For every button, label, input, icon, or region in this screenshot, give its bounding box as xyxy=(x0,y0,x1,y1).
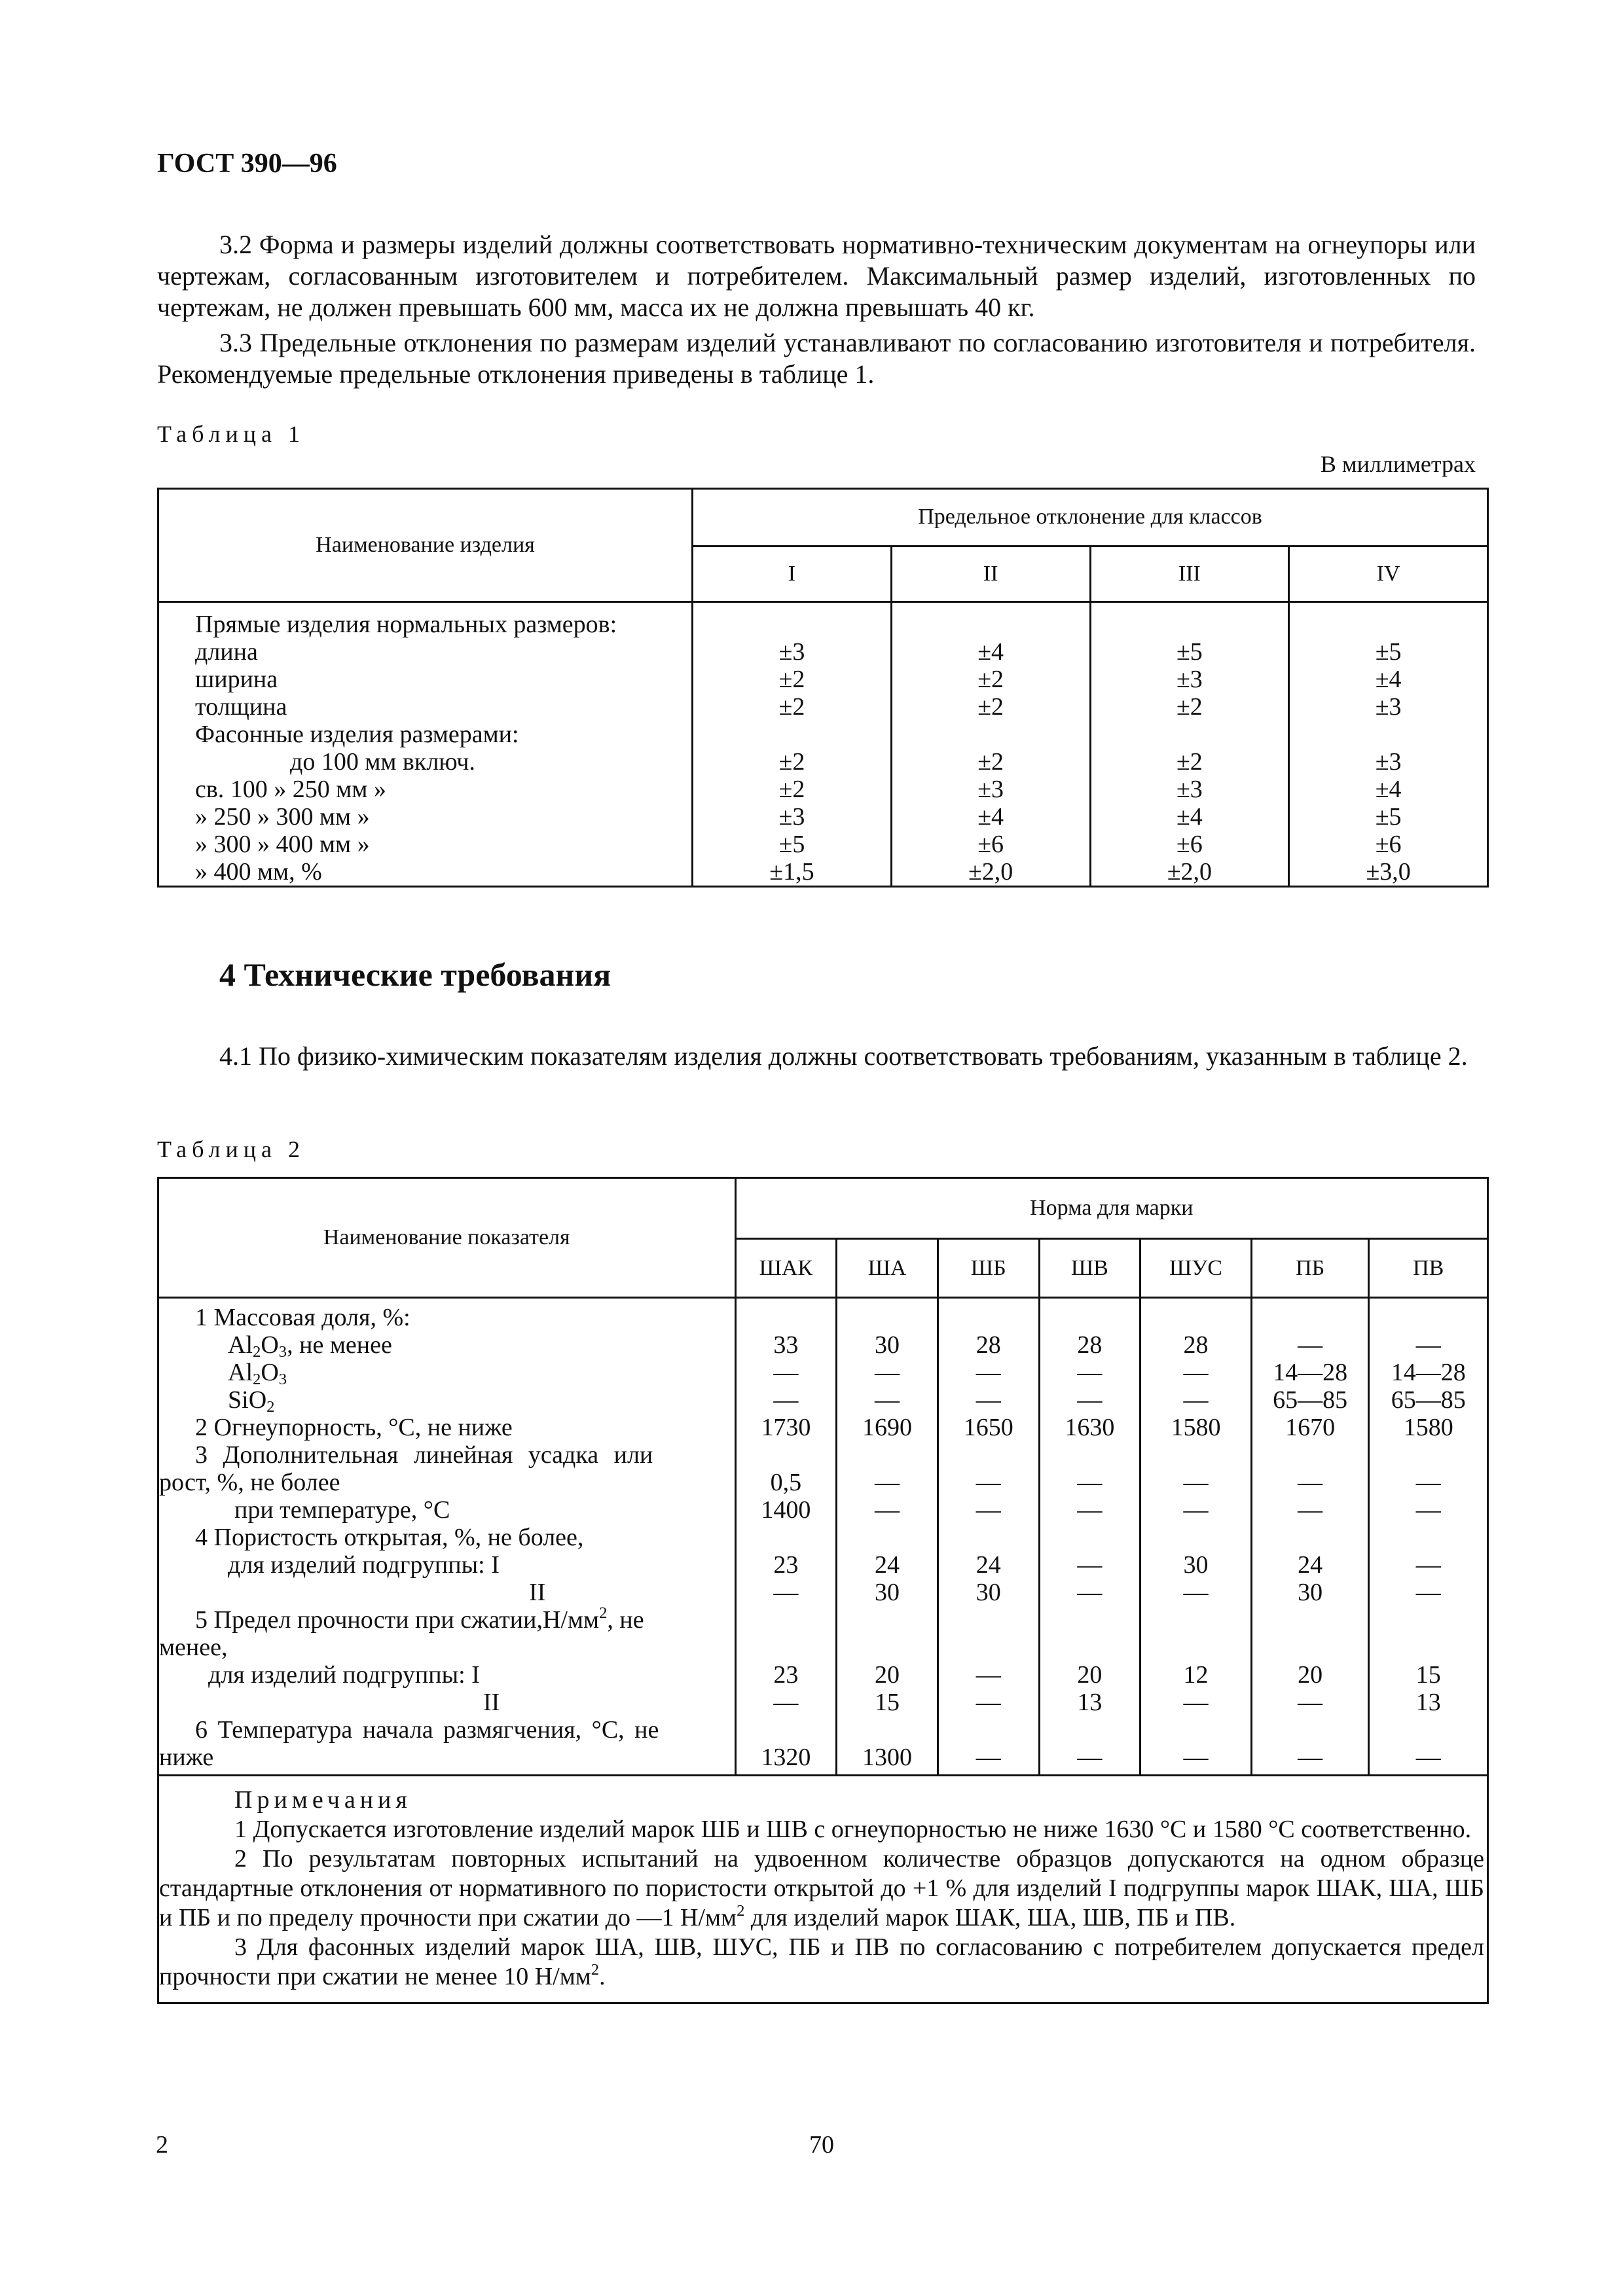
page-number-left: 2 xyxy=(156,2131,168,2159)
table1-class-header: II xyxy=(891,546,1090,601)
table2-value: 1580 xyxy=(1171,1414,1221,1441)
table2-grade-header: ШБ xyxy=(938,1239,1039,1298)
table2-value: — xyxy=(1298,1689,1323,1716)
paragraph-3-2: 3.2 Форма и размеры изделий должны соответствовать нормативно-техническим документам на огнеупоры или чертежам, согласованным изготовителем и потребителем. Максимальный размер изделий, изготовленных по чертежам, не должен превышать 600 мм, масса их не должна превышать 40 кг. xyxy=(157,230,1476,322)
table1-value: ±3 xyxy=(1176,666,1203,693)
table1-value: ±4 xyxy=(977,803,1004,831)
table2-value: — xyxy=(1415,1579,1441,1606)
table1-value xyxy=(1290,611,1487,638)
table2-row-name: рост, %, не более xyxy=(159,1469,340,1496)
table2-grade-header: ШВ xyxy=(1039,1239,1140,1298)
table1-value: ±2,0 xyxy=(1167,858,1213,886)
table2-value xyxy=(939,1441,1038,1469)
table2-value: — xyxy=(1415,1744,1441,1771)
table1-value xyxy=(693,721,890,748)
table1-row-name: » 300 » 400 мм » xyxy=(195,831,370,858)
table-2 xyxy=(157,1177,1489,2004)
table1-row-name: св. 100 » 250 мм » xyxy=(195,776,386,803)
table1-class-header: IV xyxy=(1289,546,1488,601)
table2-value xyxy=(737,1524,836,1551)
table1-row-name: » 250 » 300 мм » xyxy=(195,803,370,831)
table2-value xyxy=(1252,1634,1368,1661)
table2-value xyxy=(837,1634,937,1661)
table2-header-group: Норма для марки xyxy=(735,1178,1488,1239)
table2-value xyxy=(1370,1606,1487,1634)
table1-value: ±5 xyxy=(1375,638,1402,666)
table1-value: ±5 xyxy=(1176,638,1203,666)
table2-value: 30 xyxy=(875,1579,900,1606)
table1-row-name: до 100 мм включ. xyxy=(290,748,475,776)
table1-value xyxy=(1091,611,1288,638)
table2-value xyxy=(737,1304,836,1331)
table1-value xyxy=(693,611,890,638)
table-1 xyxy=(157,488,1489,888)
table2-row-name: ниже xyxy=(159,1744,214,1771)
table2-grade-header: ПБ xyxy=(1251,1239,1369,1298)
table2-row-name: для изделий подгруппы: I xyxy=(228,1551,500,1579)
table2-value: 30 xyxy=(1183,1551,1209,1579)
table2-row-name: 1 Массовая доля, %: xyxy=(195,1304,410,1331)
table2-value: 14—28 xyxy=(1391,1359,1466,1386)
table2-row-name: 4 Пористость открытая, %, не более, xyxy=(195,1524,584,1551)
table2-row-name: для изделий подгруппы: I xyxy=(208,1661,480,1689)
note-1: 1 Допускается изготовление изделий марок ШБ и ШВ с огнеупорностью не ниже 1630 °С и 1580 °С соответственно. xyxy=(234,1816,1472,1843)
table2-value: — xyxy=(773,1386,799,1414)
table2-value: — xyxy=(1077,1496,1103,1524)
paragraph-3-3: 3.3 Предельные отклонения по размерам изделий устанавливают по согласованию изготовителя и потребителя. Рекомендуемые предельные отклонения приведены в таблице 1. xyxy=(157,328,1476,389)
table2-value: — xyxy=(1298,1469,1323,1496)
table2-value xyxy=(1252,1716,1368,1744)
table2-row-name: SiO$_2$ xyxy=(228,1386,275,1416)
table1-class-iv-values xyxy=(1289,602,1488,887)
table1-value: ±3,0 xyxy=(1366,858,1411,886)
table2-value: — xyxy=(773,1689,799,1716)
table2-value xyxy=(1040,1441,1140,1469)
note-2: 2 По результатам повторных испытаний на удвоенном количестве образцов допускаются на одном образце стандартные отклонения от нормативного по пористости открытой до +1 % для изделий I подгруппы марок ШАК, ША, ШБ и ПБ и по пределу прочности при сжатии до —1 $Н/мм^2$ для изделий марок ШАК, ША, ШВ, ПБ и ПВ. xyxy=(159,1845,1484,1931)
table2-row-name: 5 Предел прочности при $сжатии,Н/мм^2$, не xyxy=(195,1604,644,1634)
table2-value: 28 xyxy=(976,1331,1001,1359)
table1-value: ±6 xyxy=(1176,831,1203,858)
table2-grade-values xyxy=(938,1298,1039,1776)
table2-row-name: 3 Дополнительная линейная усадка или xyxy=(195,1441,653,1469)
table2-grade-values xyxy=(1140,1298,1252,1776)
table1-value: ±1,5 xyxy=(769,858,814,886)
table2-value: — xyxy=(1183,1496,1209,1524)
table2-value xyxy=(1141,1441,1250,1469)
table2-row-name: $Al_2O_3$, не менее xyxy=(228,1331,392,1361)
table1-value: ±3 xyxy=(778,638,805,666)
table2-value: — xyxy=(1077,1579,1103,1606)
table2-caption: Таблица 2 xyxy=(157,1136,305,1162)
table1-header-group: Предельное отклонение для классов xyxy=(693,489,1488,547)
table1-value: ±3 xyxy=(778,803,805,831)
table2-value: 15 xyxy=(875,1689,900,1716)
table2-header-name: Наименование показателя xyxy=(158,1178,736,1298)
table2-value xyxy=(737,1606,836,1634)
table2-value: — xyxy=(1183,1579,1209,1606)
table2-grade-values xyxy=(1039,1298,1140,1776)
table2-value xyxy=(737,1716,836,1744)
table1-value xyxy=(892,611,1089,638)
table2-value: — xyxy=(1415,1551,1441,1579)
table2-value: 24 xyxy=(976,1551,1001,1579)
table1-value: ±2 xyxy=(977,693,1004,721)
table2-value: 14—28 xyxy=(1273,1359,1348,1386)
table1-header-name: Наименование изделия xyxy=(158,489,693,602)
table2-value: — xyxy=(875,1386,900,1414)
table2-value: — xyxy=(773,1579,799,1606)
table2-value: 23 xyxy=(773,1661,799,1689)
table2-grade-values xyxy=(1251,1298,1369,1776)
table1-row-name: ширина xyxy=(195,666,278,693)
table2-value: 24 xyxy=(875,1551,900,1579)
table2-value xyxy=(837,1524,937,1551)
table1-value: ±2 xyxy=(778,666,805,693)
table2-value: 23 xyxy=(773,1551,799,1579)
note-3: 3 Для фасонных изделий марок ША, ШВ, ШУС, ПБ и ПВ по согласованию с потребителем допускается предел прочности при сжатии не менее 10 $Н/мм^2$. xyxy=(159,1933,1484,1990)
table2-value: — xyxy=(1415,1496,1441,1524)
table2-value: 30 xyxy=(1298,1579,1323,1606)
table2-value: — xyxy=(976,1661,1001,1689)
table2-value xyxy=(939,1716,1038,1744)
table1-value xyxy=(1091,721,1288,748)
table2-value xyxy=(1040,1716,1140,1744)
table2-value xyxy=(1141,1716,1250,1744)
table2-value xyxy=(1141,1634,1250,1661)
table1-row-name: » 400 мм, % xyxy=(195,858,322,886)
table2-names-cell xyxy=(158,1298,736,1776)
table1-value: ±3 xyxy=(1176,776,1203,803)
table2-value: 1400 xyxy=(761,1496,811,1524)
table2-row-name: 2 Огнеупорность, °С, не ниже xyxy=(195,1414,513,1441)
table2-value: 28 xyxy=(1077,1331,1103,1359)
table1-value: ±4 xyxy=(1176,803,1203,831)
table2-value xyxy=(1252,1524,1368,1551)
table1-class-ii-values xyxy=(891,602,1090,887)
table1-names-cell xyxy=(158,602,693,887)
table1-value: ±2 xyxy=(1176,693,1203,721)
table2-value: 20 xyxy=(1077,1661,1103,1689)
table2-value: — xyxy=(1298,1331,1323,1359)
table2-grade-header: ШУС xyxy=(1140,1239,1252,1298)
table2-grade-values xyxy=(837,1298,938,1776)
table2-grade-header: ШАК xyxy=(735,1239,837,1298)
table2-value xyxy=(1370,1634,1487,1661)
table2-value: 1670 xyxy=(1285,1414,1336,1441)
table1-value: ±3 xyxy=(977,776,1004,803)
table2-value xyxy=(1252,1606,1368,1634)
document-header: ГОСТ 390—96 xyxy=(157,149,337,179)
table1-value: ±2 xyxy=(977,748,1004,776)
table1-value: ±2 xyxy=(778,748,805,776)
table2-value: 1730 xyxy=(761,1414,811,1441)
table2-value: — xyxy=(1077,1744,1103,1771)
table2-row-name: при температуре, °С xyxy=(234,1496,450,1524)
table2-value: — xyxy=(1183,1359,1209,1386)
table2-value xyxy=(737,1441,836,1469)
table2-value xyxy=(939,1304,1038,1331)
table2-value: 30 xyxy=(875,1331,900,1359)
table1-row-name: толщина xyxy=(195,693,287,721)
table2-value: 20 xyxy=(875,1661,900,1689)
table2-value: — xyxy=(1183,1689,1209,1716)
table1-value: ±2,0 xyxy=(968,858,1013,886)
table1-value: ±4 xyxy=(977,638,1004,666)
table1-row-name: Фасонные изделия размерами: xyxy=(195,721,519,748)
table2-grade-header: ША xyxy=(837,1239,938,1298)
table2-row-name: менее, xyxy=(159,1634,228,1661)
table2-value xyxy=(1370,1441,1487,1469)
table2-value: — xyxy=(875,1496,900,1524)
table2-value xyxy=(1141,1304,1250,1331)
table2-value: 1630 xyxy=(1065,1414,1115,1441)
table2-value: 1320 xyxy=(761,1744,811,1771)
table2-row-name: 6 Температура начала размягчения, °С, не xyxy=(195,1716,659,1744)
table2-value: 65—85 xyxy=(1391,1386,1466,1414)
table2-row-name: II xyxy=(483,1689,500,1716)
table1-value: ±6 xyxy=(977,831,1004,858)
table2-value xyxy=(1040,1524,1140,1551)
table2-value: — xyxy=(976,1386,1001,1414)
table2-value: 13 xyxy=(1415,1689,1441,1716)
table2-value: 1580 xyxy=(1403,1414,1453,1441)
table1-value: ±2 xyxy=(778,693,805,721)
notes-title: Примечания xyxy=(234,1786,412,1814)
table2-value: — xyxy=(976,1469,1001,1496)
table1-class-i-values xyxy=(693,602,892,887)
table2-value: 0,5 xyxy=(770,1469,802,1496)
paragraph-4-1: 4.1 По физико-химическим показателям изделия должны соответствовать требованиям, указанным в таблице 2. xyxy=(219,1041,1468,1071)
table2-value xyxy=(939,1634,1038,1661)
table2-value: — xyxy=(976,1359,1001,1386)
table2-value: — xyxy=(1077,1551,1103,1579)
table2-value: — xyxy=(773,1359,799,1386)
table2-value xyxy=(1141,1524,1250,1551)
table2-row-name: $Al_2O_3$ xyxy=(228,1359,287,1389)
table2-value: 1690 xyxy=(862,1414,913,1441)
table2-value xyxy=(1370,1524,1487,1551)
section-4-title: 4 Технические требования xyxy=(219,956,611,993)
table2-value xyxy=(939,1606,1038,1634)
table2-value xyxy=(1141,1606,1250,1634)
table2-value: — xyxy=(875,1469,900,1496)
table2-value: 13 xyxy=(1077,1689,1103,1716)
table2-value: — xyxy=(1183,1469,1209,1496)
table1-value: ±3 xyxy=(1375,693,1402,721)
table2-value: 1300 xyxy=(862,1744,913,1771)
table1-value: ±2 xyxy=(977,666,1004,693)
table2-value: — xyxy=(1298,1496,1323,1524)
table2-value xyxy=(1370,1716,1487,1744)
table1-class-iii-values xyxy=(1090,602,1289,887)
table2-value: — xyxy=(1298,1744,1323,1771)
table2-value: 65—85 xyxy=(1273,1386,1348,1414)
table2-value: 28 xyxy=(1183,1331,1209,1359)
table2-value: — xyxy=(1183,1386,1209,1414)
page-number-center: 70 xyxy=(809,2131,834,2159)
table2-value xyxy=(1040,1304,1140,1331)
table2-value: 33 xyxy=(773,1331,799,1359)
table2-value xyxy=(1040,1606,1140,1634)
table2-value xyxy=(737,1634,836,1661)
table2-value: 15 xyxy=(1415,1661,1441,1689)
table1-caption: Таблица 1 xyxy=(157,421,305,447)
table1-value: ±2 xyxy=(1176,748,1203,776)
table2-value: — xyxy=(1077,1386,1103,1414)
table2-grade-values xyxy=(735,1298,837,1776)
table2-value: — xyxy=(1183,1744,1209,1771)
table2-value: — xyxy=(976,1496,1001,1524)
table1-value: ±2 xyxy=(778,776,805,803)
table2-row-name: II xyxy=(529,1579,546,1606)
table1-class-header: I xyxy=(693,546,892,601)
table1-value: ±3 xyxy=(1375,748,1402,776)
table2-grade-header: ПВ xyxy=(1369,1239,1488,1298)
table2-value: 24 xyxy=(1298,1551,1323,1579)
table1-row-name: Прямые изделия нормальных размеров: xyxy=(195,611,617,638)
table2-value: — xyxy=(1077,1469,1103,1496)
table2-value xyxy=(837,1606,937,1634)
table2-value: 1650 xyxy=(963,1414,1013,1441)
table1-value xyxy=(1290,721,1487,748)
table2-grade-values xyxy=(1369,1298,1488,1776)
table1-row-name: длина xyxy=(195,638,258,666)
table1-class-header: III xyxy=(1090,546,1289,601)
table1-value: ±4 xyxy=(1375,666,1402,693)
table2-value: — xyxy=(1077,1359,1103,1386)
table2-value xyxy=(837,1441,937,1469)
table2-value xyxy=(939,1524,1038,1551)
table2-value xyxy=(1252,1441,1368,1469)
table2-value: 12 xyxy=(1183,1661,1209,1689)
table2-value: 20 xyxy=(1298,1661,1323,1689)
table1-value: ±5 xyxy=(778,831,805,858)
table2-value xyxy=(837,1304,937,1331)
table2-value: — xyxy=(976,1689,1001,1716)
table1-value: ±6 xyxy=(1375,831,1402,858)
table1-value: ±4 xyxy=(1375,776,1402,803)
table2-notes xyxy=(158,1776,1488,2003)
table1-value xyxy=(892,721,1089,748)
table2-value: 30 xyxy=(976,1579,1001,1606)
table2-value: — xyxy=(1415,1469,1441,1496)
table1-units: В миллиметрах xyxy=(1320,451,1476,477)
table1-value: ±5 xyxy=(1375,803,1402,831)
table2-value xyxy=(1252,1304,1368,1331)
table2-value xyxy=(837,1716,937,1744)
table2-value: — xyxy=(976,1744,1001,1771)
table2-value: — xyxy=(875,1359,900,1386)
table2-value xyxy=(1370,1304,1487,1331)
table2-value: — xyxy=(1415,1331,1441,1359)
table2-value xyxy=(1040,1634,1140,1661)
